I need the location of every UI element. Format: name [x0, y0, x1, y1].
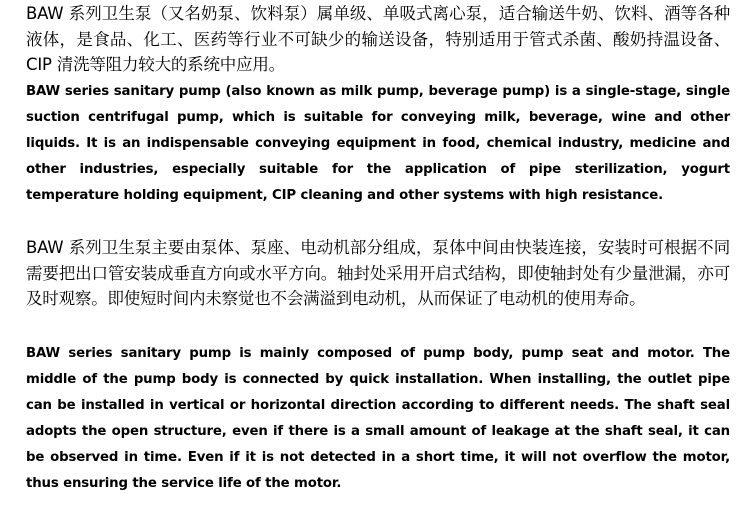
paragraph-2-chinese: BAW 系列卫生泵主要由泵体、泵座、电动机部分组成，泵体中间由快装连接，安装时可根据不同需要把出口管安装成垂直方向或水平方向。轴封处采用开启式结构，即使轴封处有少量泄漏，亦可及时观察。即使短时间内未察觉也不会满溢到电动机，从而保证了电动机的使用寿命。: [26, 238, 730, 308]
paragraph-2-english: BAW series sanitary pump is mainly composed of pump body, pump seat and motor. The middle of the pump body is connected by quick installation. When installing, the outlet pipe can be installed in vertical or horizontal direction according to different needs. The shaft seal adopts the open structure, even if there is a small amount of leakage at the shaft seal, it can be observed in time. Even if it is not detected in a short time, it will not overflow the motor, thus ensuring the service life of the motor.: [26, 346, 730, 491]
paragraph-1-english: BAW series sanitary pump (also known as milk pump, beverage pump) is a single-stage, single suction centrifugal pump, which is suitable for conveying milk, beverage, wine and other liquids. It is an indispensable conveying equipment in food, chemical industry, medicine and other industries, especially suitable for the application of pipe sterilization, yogurt temperature holding equipment, CIP cleaning and other systems with high resistance.: [26, 84, 730, 203]
paragraph-1-chinese: BAW 系列卫生泵（又名奶泵、饮料泵）属单级、单吸式离心泵，适合输送牛奶、饮料、酒等各种液体，是食品、化工、医药等行业不可缺少的输送设备，特别适用于管式杀菌、酸奶持温设备、CIP 清洗等阻力较大的系统中应用。: [26, 4, 730, 74]
